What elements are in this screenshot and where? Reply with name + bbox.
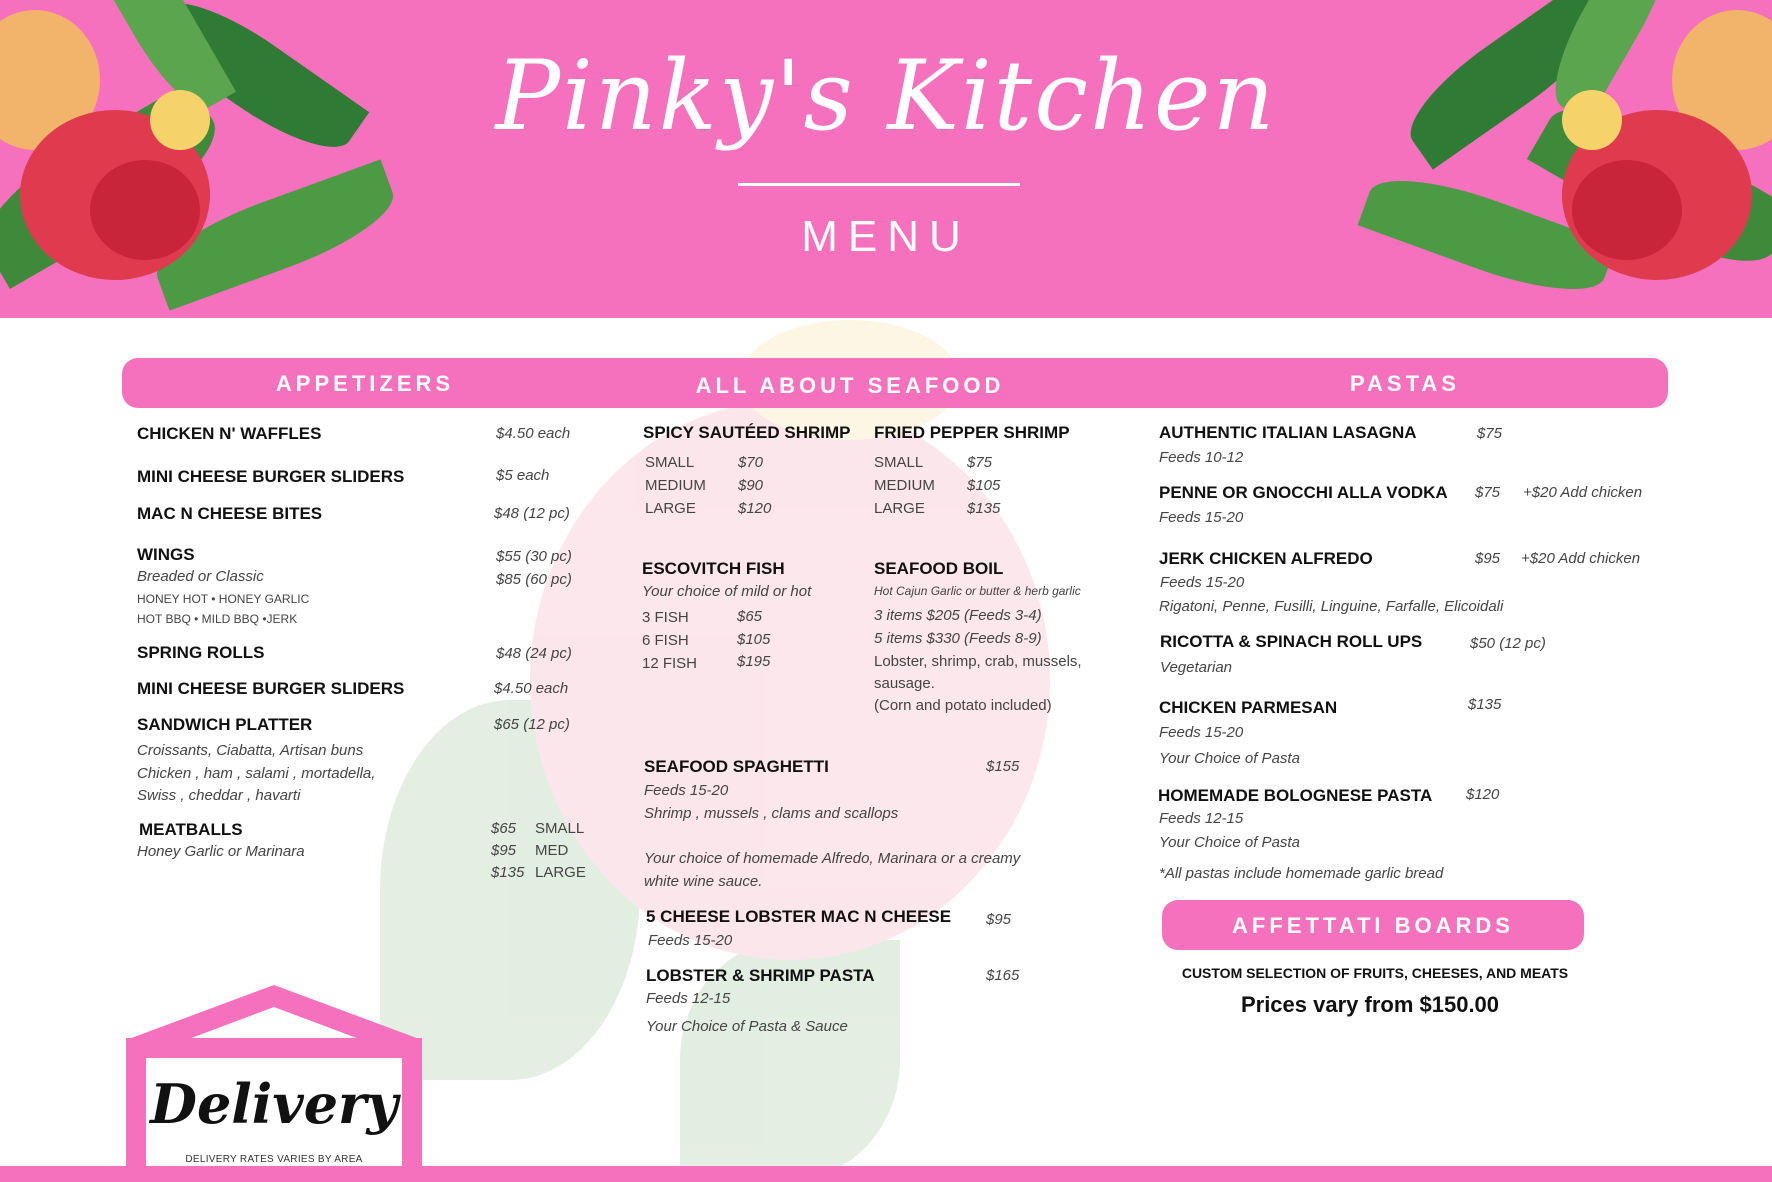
size-price: $135 <box>967 500 1001 517</box>
size-price: $95 <box>491 842 517 859</box>
size-label: SMALL <box>645 454 695 471</box>
menu-item-name: SANDWICH PLATTER <box>137 715 313 734</box>
menu-item-name: MINI CHEESE BURGER SLIDERS <box>137 679 405 698</box>
menu-item-description: white wine sauce. <box>644 873 763 890</box>
size-label: SMALL <box>535 820 585 837</box>
size-label: LARGE <box>874 500 925 517</box>
affettati-description: CUSTOM SELECTION OF FRUITS, CHEESES, AND MEATS <box>1181 965 1569 981</box>
menu-item-feeds: Feeds 15-20 <box>1159 724 1244 741</box>
menu-item-price: $165 <box>986 967 1020 984</box>
menu-item-feeds: Feeds 15-20 <box>644 782 729 799</box>
menu-item-name: PENNE OR GNOCCHI ALLA VODKA <box>1159 483 1448 502</box>
menu-item-price: $4.50 each <box>494 680 569 697</box>
menu-item-name: LOBSTER & SHRIMP PASTA <box>646 966 875 985</box>
menu-item-description: Chicken , ham , salami , mortadella, <box>137 765 376 782</box>
size-label: 3 FISH <box>642 609 689 626</box>
brand-title: Pinky's Kitchen <box>495 40 1277 152</box>
menu-item-name: FRIED PEPPER SHRIMP <box>874 423 1070 442</box>
menu-item-description: Croissants, Ciabatta, Artisan buns <box>137 742 364 759</box>
size-label: MEDIUM <box>874 477 935 494</box>
menu-item-name: WINGS <box>137 545 195 564</box>
menu-item-description: Your choice of homemade Alfredo, Marinara or a creamy <box>644 850 1021 867</box>
menu-item-price: $4.50 each <box>496 425 571 442</box>
menu-item-description: Your choice of mild or hot <box>642 583 812 600</box>
menu-item-price: $85 (60 pc) <box>496 571 572 588</box>
menu-item-description: Rigatoni, Penne, Fusilli, Linguine, Farfalle, Elicoidali <box>1159 598 1504 615</box>
size-price: $65 <box>491 820 517 837</box>
menu-item-description: (Corn and potato included) <box>874 697 1052 714</box>
menu-item-price: $135 <box>1468 696 1502 713</box>
menu-item-price: $55 (30 pc) <box>496 548 572 565</box>
seafood-heading: ALL ABOUT SEAFOOD <box>695 373 1005 398</box>
menu-item-price: $65 (12 pc) <box>494 716 570 733</box>
menu-item-name: MINI CHEESE BURGER SLIDERS <box>137 467 405 486</box>
size-label: LARGE <box>535 864 586 881</box>
menu-item-description: Shrimp , mussels , clams and scallops <box>644 805 899 822</box>
pasta-footnote: *All pastas include homemade garlic bread <box>1159 865 1444 882</box>
menu-item-name: 5 CHEESE LOBSTER MAC N CHEESE <box>646 907 952 926</box>
footer-bar <box>0 1166 1772 1182</box>
menu-item-description: Breaded or Classic <box>137 568 264 585</box>
menu-item-feeds: Feeds 12-15 <box>1159 810 1244 827</box>
menu-item-description: Your Choice of Pasta <box>1159 750 1300 767</box>
menu-item-name: RICOTTA & SPINACH ROLL UPS <box>1160 632 1423 651</box>
menu-item-price: $48 (24 pc) <box>496 645 572 662</box>
title-divider <box>738 183 1020 186</box>
menu-item-name: ESCOVITCH FISH <box>642 559 785 578</box>
menu-item-feeds: Feeds 15-20 <box>1160 574 1245 591</box>
size-price: $75 <box>967 454 993 471</box>
pastas-heading: PASTAS <box>1350 371 1460 396</box>
size-price: $105 <box>737 631 771 648</box>
delivery-note: DELIVERY RATES VARIES BY AREA <box>185 1154 363 1165</box>
menu-item-addon: +$20 Add chicken <box>1523 484 1643 501</box>
size-label: MED <box>535 842 569 859</box>
delivery-title: Delivery <box>150 1072 398 1136</box>
menu-subtitle: MENU <box>801 212 971 261</box>
menu-item-flavors: HOT BBQ • MILD BBQ •JERK <box>137 612 298 626</box>
menu-item-description: Vegetarian <box>1160 659 1232 676</box>
menu-item-addon: +$20 Add chicken <box>1521 550 1641 567</box>
size-price: $120 <box>738 500 772 517</box>
menu-item-description: Honey Garlic or Marinara <box>137 843 305 860</box>
hibiscus-watermark <box>380 320 1180 1180</box>
menu-item-price: $155 <box>986 758 1020 775</box>
menu-item-price: $48 (12 pc) <box>494 505 570 522</box>
size-price: $70 <box>738 454 764 471</box>
menu-item-description: Your Choice of Pasta <box>1159 834 1300 851</box>
menu-item-description: Lobster, shrimp, crab, mussels, <box>874 653 1082 670</box>
menu-item-description: Swiss , cheddar , havarti <box>137 787 301 804</box>
menu-item-feeds: Feeds 15-20 <box>648 932 733 949</box>
size-price: $90 <box>738 477 764 494</box>
menu-item-feeds: Feeds 12-15 <box>646 990 731 1007</box>
menu-item-name: CHICKEN N' WAFFLES <box>137 424 322 443</box>
menu-item-name: MEATBALLS <box>139 820 243 839</box>
size-price: $195 <box>737 653 771 670</box>
menu-item-option: 5 items $330 (Feeds 8-9) <box>874 630 1042 647</box>
menu-item-price: $75 <box>1477 425 1503 442</box>
menu-item-name: SEAFOOD BOIL <box>874 559 1004 578</box>
size-price: $135 <box>491 864 525 881</box>
menu-item-price: $75 <box>1475 484 1501 501</box>
menu-item-option: 3 items $205 (Feeds 3-4) <box>874 607 1042 624</box>
menu-item-price: $5 each <box>496 467 550 484</box>
size-label: 12 FISH <box>642 655 698 672</box>
size-label: SMALL <box>874 454 924 471</box>
appetizers-heading: APPETIZERS <box>275 371 455 396</box>
menu-item-feeds: Feeds 15-20 <box>1159 509 1244 526</box>
size-price: $65 <box>737 608 763 625</box>
affettati-price: Prices vary from $150.00 <box>1240 992 1500 1017</box>
size-label: LARGE <box>645 500 696 517</box>
menu-item-name: AUTHENTIC ITALIAN LASAGNA <box>1159 423 1417 442</box>
menu-item-name: JERK CHICKEN ALFREDO <box>1159 549 1373 568</box>
menu-item-name: MAC N CHEESE BITES <box>137 504 323 523</box>
menu-item-description: sausage. <box>874 675 935 692</box>
menu-item-name: CHICKEN PARMESAN <box>1159 698 1338 717</box>
menu-item-price: $120 <box>1466 786 1500 803</box>
size-price: $105 <box>967 477 1001 494</box>
size-label: MEDIUM <box>645 477 706 494</box>
menu-item-price: $95 <box>1475 550 1501 567</box>
menu-item-name: SEAFOOD SPAGHETTI <box>644 757 829 776</box>
menu-item-description: Your Choice of Pasta & Sauce <box>646 1018 848 1035</box>
menu-item-name: SPICY SAUTÉED SHRIMP <box>643 423 851 442</box>
affettati-heading: AFFETTATI BOARDS <box>1232 913 1514 938</box>
menu-item-price: $95 <box>986 911 1012 928</box>
menu-item-name: SPRING ROLLS <box>137 643 265 662</box>
menu-item-flavors: HONEY HOT • HONEY GARLIC <box>137 592 310 606</box>
menu-item-feeds: Feeds 10-12 <box>1159 449 1244 466</box>
menu-item-description: Hot Cajun Garlic or butter & herb garlic <box>874 584 1081 598</box>
menu-item-name: HOMEMADE BOLOGNESE PASTA <box>1158 786 1433 805</box>
size-label: 6 FISH <box>642 632 689 649</box>
menu-item-price: $50 (12 pc) <box>1470 635 1546 652</box>
